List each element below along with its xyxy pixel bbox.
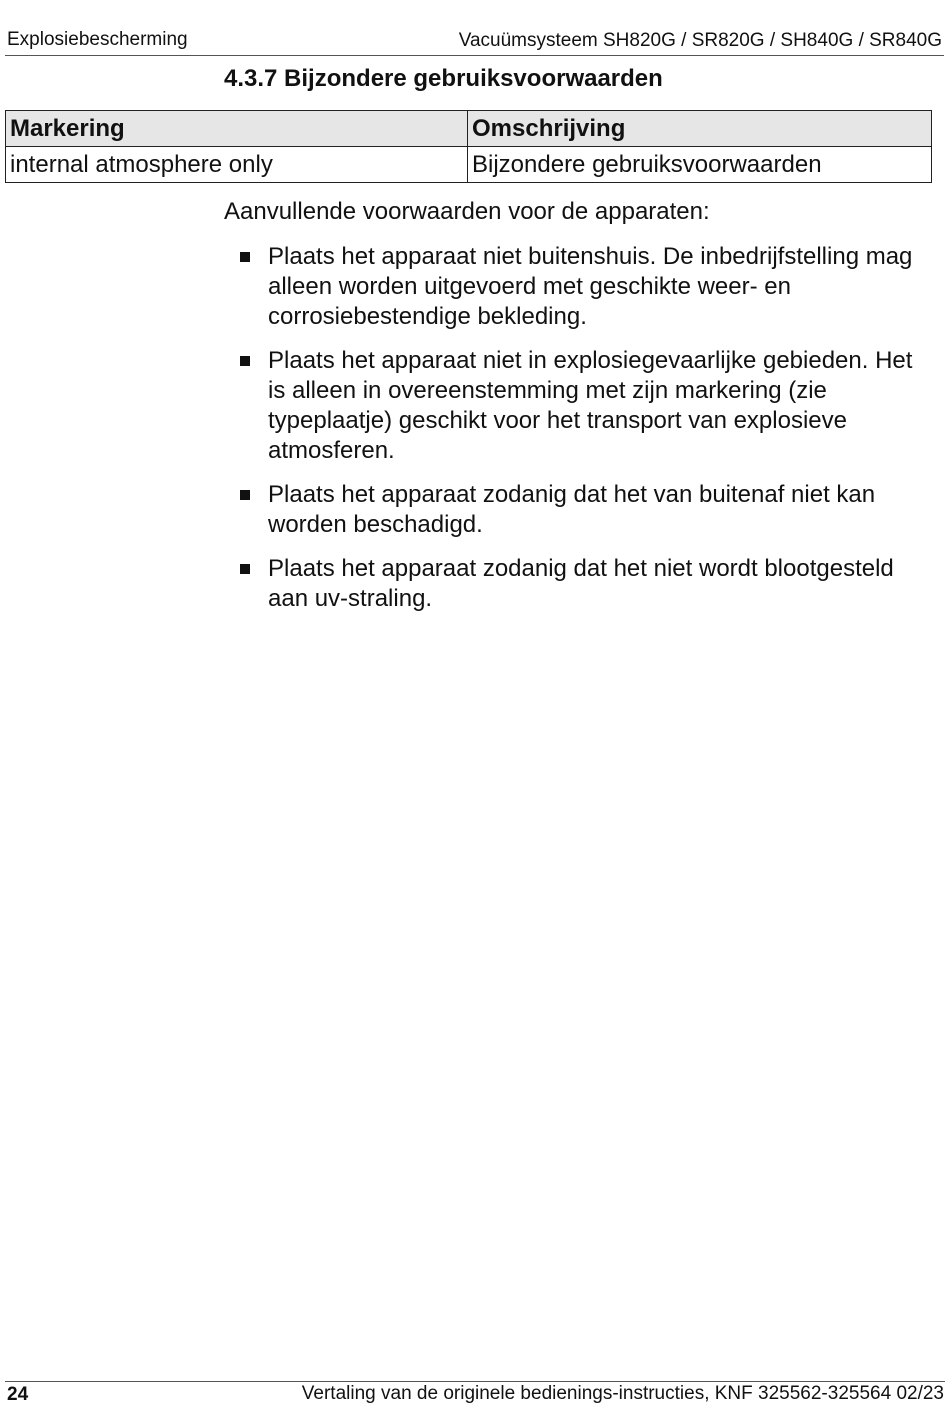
list-item [240, 480, 930, 540]
table-cell-marking: internal atmosphere only [6, 147, 468, 183]
list-item [240, 242, 930, 332]
conditions-list [240, 242, 930, 628]
list-item-text: Plaats het apparaat zodanig dat het niet wordt blootgesteld aan uv-straling. [268, 555, 894, 612]
intro-paragraph: Aanvullende voorwaarden voor de apparaten: [224, 198, 710, 225]
table-cell-description: Bijzondere gebruiksvoorwaarden [468, 147, 932, 183]
marking-table [5, 110, 932, 183]
list-item-text: Plaats het apparaat niet buitenshuis. De inbedrijfstelling mag alleen worden uitgevoerd met geschikte weer- en corrosiebestendige bekleding. [268, 243, 913, 330]
table-header-omschrijving: Omschrijving [468, 111, 932, 147]
running-header-product: Vacuümsysteem SH820G / SR820G / SH840G / SR840G [458, 30, 942, 51]
table-row [6, 147, 932, 183]
table-header-row [6, 111, 932, 147]
square-bullet-icon [240, 252, 250, 262]
list-item-text: Plaats het apparaat niet in explosiegevaarlijke gebieden. Het is alleen in overeenstemming met zijn markering (zie typeplaatje) geschikt voor het transport van explosieve atmosferen. [268, 347, 913, 464]
list-item [240, 554, 930, 614]
square-bullet-icon [240, 490, 250, 500]
header-divider [5, 55, 944, 56]
section-title: 4.3.7 Bijzondere gebruiksvoorwaarden [224, 65, 663, 92]
list-item [240, 346, 930, 466]
page-number: 24 [7, 1384, 29, 1405]
running-footer: Vertaling van de originele bedienings-instructies, KNF 325562-325564 02/23 [301, 1383, 944, 1404]
square-bullet-icon [240, 356, 250, 366]
footer-divider [5, 1381, 945, 1382]
square-bullet-icon [240, 564, 250, 574]
table-header-markering: Markering [6, 111, 468, 147]
running-header-chapter: Explosiebescherming [7, 29, 188, 50]
list-item-text: Plaats het apparaat zodanig dat het van buitenaf niet kan worden beschadigd. [268, 481, 876, 538]
